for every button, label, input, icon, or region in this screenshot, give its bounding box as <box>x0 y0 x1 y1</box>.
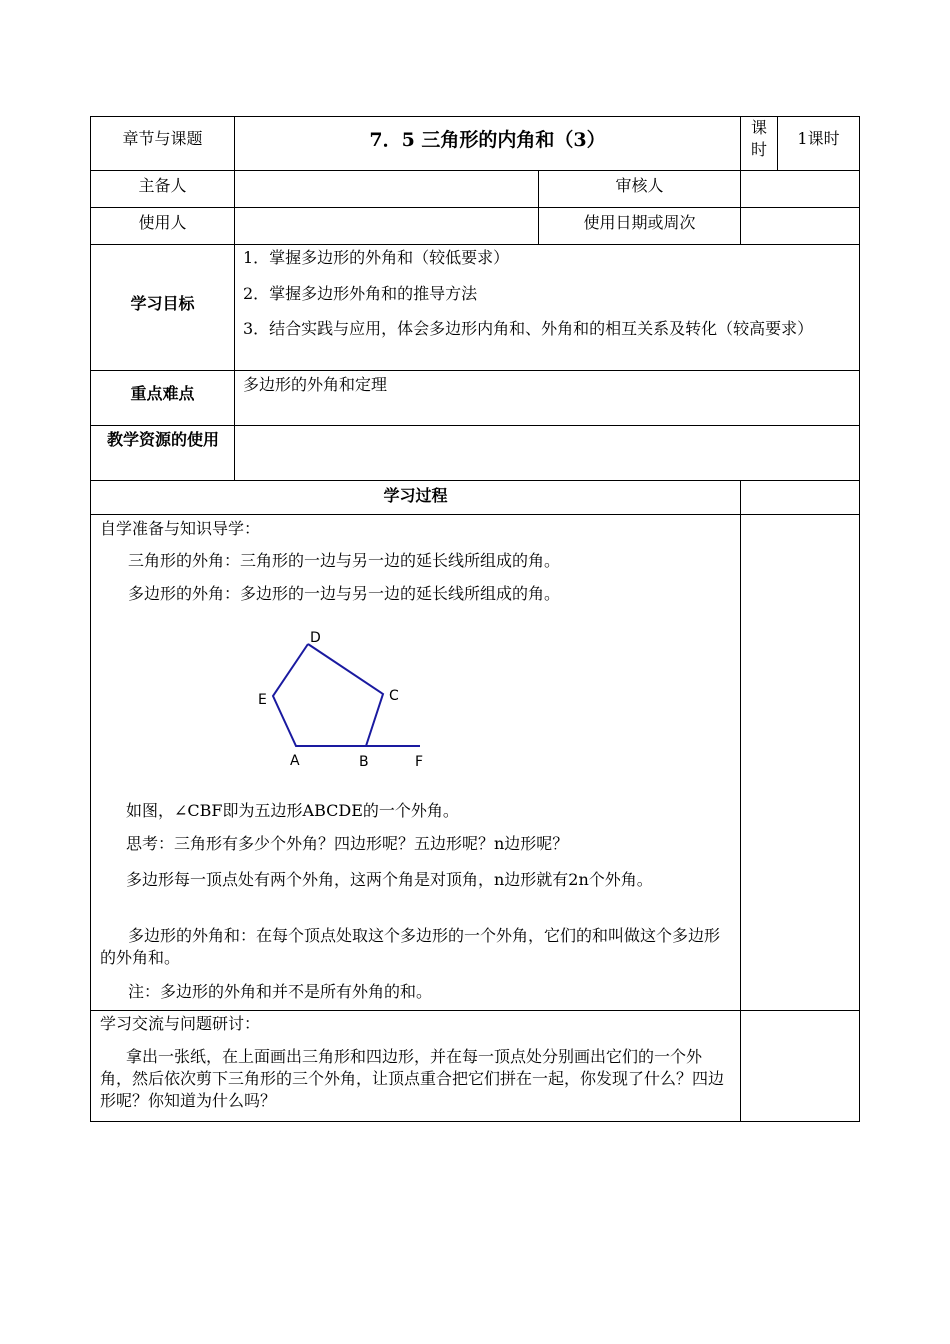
section1-paragraph: 思考：三角形有多少个外角？四边形呢？五边形呢？n边形呢？ <box>126 834 569 853</box>
period-value: 1课时 <box>797 129 840 148</box>
meta-divider <box>740 170 741 245</box>
row-divider <box>90 480 860 481</box>
date-label: 使用日期或周次 <box>583 213 696 232</box>
label-column-divider <box>234 116 235 481</box>
key-points-value: 多边形的外角和定理 <box>243 375 388 394</box>
table-border-left <box>90 116 91 1122</box>
key-points-label: 重点难点 <box>130 384 195 403</box>
table-border-bottom <box>90 1121 860 1122</box>
label-c: C <box>389 688 399 704</box>
chapter-label: 章节与课题 <box>122 129 203 148</box>
notes-column-divider <box>740 480 741 1122</box>
page-title: 7．5 三角形的内角和（3） <box>369 129 606 151</box>
period-divider <box>740 116 741 171</box>
section1-paragraph: 多边形的外角和：在每个顶点处取这个多边形的一个外角，它们的和叫做这个多边形的外角和。 <box>100 926 721 967</box>
pentagon-outline <box>273 644 383 746</box>
row-divider <box>90 1010 860 1011</box>
row-divider <box>90 244 860 245</box>
objective-item: 1．掌握多边形的外角和（较低要求） <box>243 248 510 267</box>
label-d: D <box>310 630 321 646</box>
label-f: F <box>415 754 424 770</box>
objective-item: 3．结合实践与应用，体会多边形内角和、外角和的相互关系及转化（较高要求） <box>243 319 814 338</box>
section1-paragraph: 多边形的外角：多边形的一边与另一边的延长线所组成的角。 <box>128 584 561 603</box>
section1-paragraph: 注：多边形的外角和并不是所有外角的和。 <box>128 982 433 1001</box>
section1-paragraph: 三角形的外角：三角形的一边与另一边的延长线所组成的角。 <box>128 551 561 570</box>
label-b: B <box>359 754 369 770</box>
table-border-right <box>859 116 860 1122</box>
section1-title: 自学准备与知识导学： <box>100 519 261 538</box>
section2-paragraph: 拿出一张纸，在上面画出三角形和四边形，并在每一顶点处分别画出它们的一个外角，然后依次剪下三角形的三个外角，让顶点重合把它们拼在一起，你发现了什么？四边形呢？你知道为什么吗？ <box>100 1047 725 1110</box>
reviewer-label: 审核人 <box>615 176 664 195</box>
pentagon-exterior-angle-figure <box>250 620 450 780</box>
resources-label: 教学资源的使用 <box>106 430 219 449</box>
user-label: 使用人 <box>138 213 187 232</box>
section1-paragraph: 多边形每一顶点处有两个外角，这两个角是对顶角，n边形就有2n个外角。 <box>126 870 653 889</box>
row-divider <box>90 425 860 426</box>
objectives-label: 学习目标 <box>130 294 195 313</box>
objective-item: 2．掌握多边形外角和的推导方法 <box>243 284 478 303</box>
label-a: A <box>290 753 300 769</box>
row-divider <box>90 514 860 515</box>
row-divider <box>90 170 860 171</box>
preparer-label: 主备人 <box>138 176 187 195</box>
section1-paragraph: 如图，∠CBF即为五边形ABCDE的一个外角。 <box>126 801 459 820</box>
section2-title: 学习交流与问题研讨： <box>100 1014 261 1033</box>
row-divider <box>90 370 860 371</box>
label-e: E <box>258 692 267 708</box>
row-divider <box>90 207 860 208</box>
period-label: 课时 <box>750 118 767 159</box>
table-border-top <box>90 116 860 117</box>
process-heading: 学习过程 <box>383 486 448 505</box>
